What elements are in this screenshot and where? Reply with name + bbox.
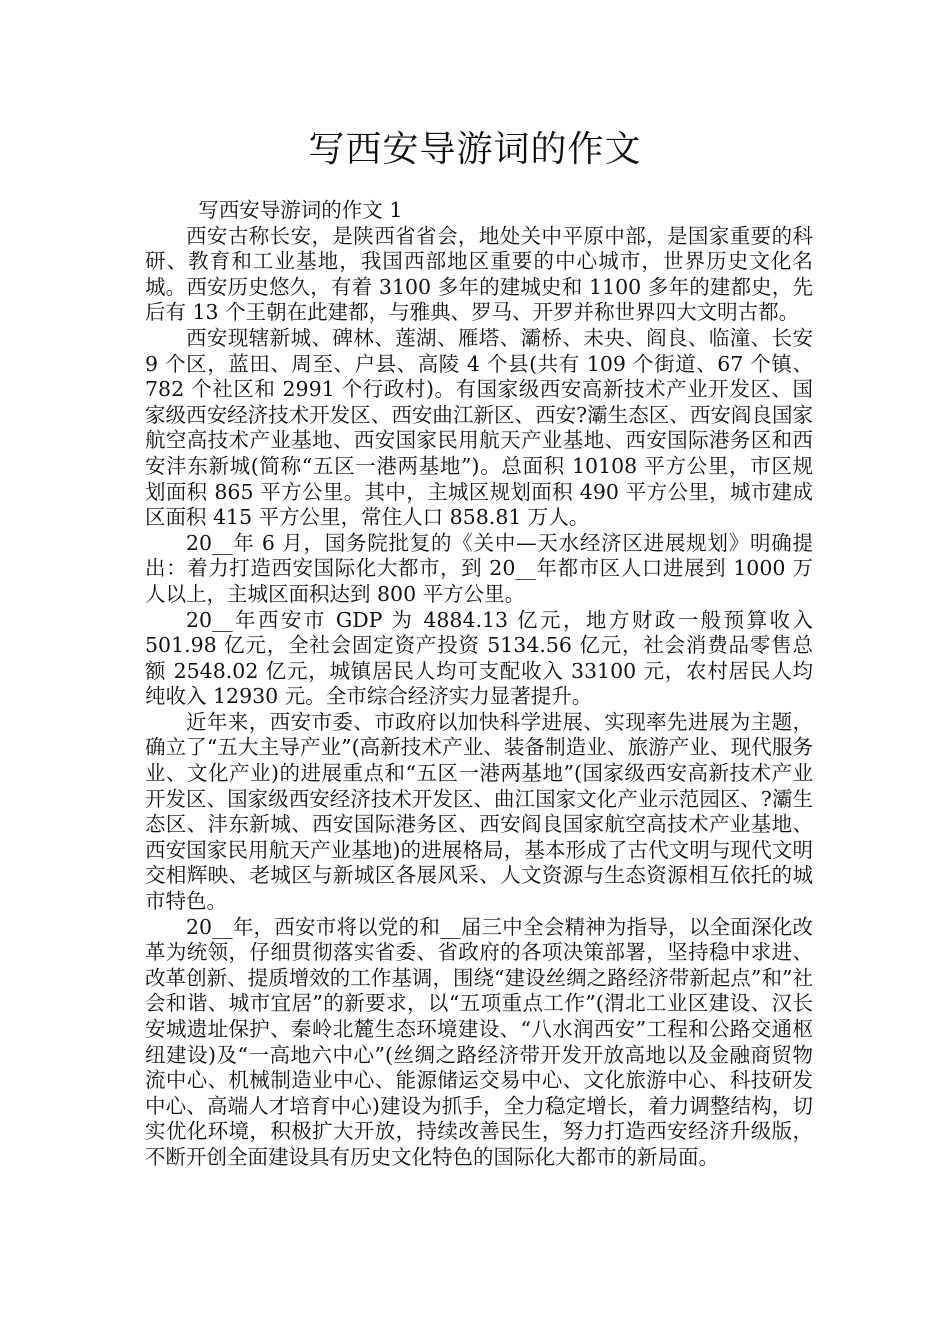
paragraph-planning: 20__年 6 月，国务院批复的《关中—天水经济区进展规划》明确提出：着力打造西安国际化大都市，到 20__年都市区人口进展到 1000 万人以上，主城区面积达到 800 平方公里。 bbox=[145, 530, 813, 606]
paragraph-goals: 20__年，西安市将以党的和__届三中全会精神为指导，以全面深化改革为统领，仔细贯彻落实省委、省政府的各项决策部署，坚持稳中求进、改革创新、提质增效的工作基调，围绕“建设丝绸之路经济带新起点”和”社会和谐、城市宜居”的新要求，以“五项重点工作”(渭北工业区建设、汉长安城遗址保护、秦岭北麓生态环境建设、“八水润西安”工程和公路交通枢纽建设)及“一高地六中心”(丝绸之路经济带开发开放高地以及金融商贸物流中心、机械制造业中心、能源储运交易中心、文化旅游中心、科技研发中心、高端人才培育中心)建设为抓手，全力稳定增长，着力调整结构，切实优化环境，积极扩大开放，持续改善民生，努力打造西安经济升级版，不断开创全面建设具有历史文化特色的国际化大都市的新局面。 bbox=[145, 914, 813, 1169]
article-subheading: 写西安导游词的作文 1 bbox=[198, 198, 403, 222]
page-title: 写西安导游词的作文 bbox=[308, 129, 642, 170]
article-body bbox=[145, 198, 813, 1171]
paragraph-development: 近年来，西安市委、市政府以加快科学进展、实现率先进展为主题，确立了“五大主导产业”(高新技术产业、装备制造业、旅游产业、现代服务业、文化产业)的进展重点和“五区一港两基地”(国家级西安高新技术产业开发区、国家级西安经济技术开发区、曲江国家文化产业示范园区、?灞生态区、沣东新城、西安国际港务区、西安阎良国家航空高技术产业基地、西安国家民用航天产业基地)的进展格局，基本形成了古代文明与现代文明交相辉映、老城区与新城区各展风采、人文资源与生态资源相互依托的城市特色。 bbox=[145, 709, 813, 914]
paragraph-intro: 西安古称长安，是陕西省省会，地处关中平原中部，是国家重要的科研、教育和工业基地，我国西部地区重要的中心城市，世界历史文化名城。西安历史悠久，有着 3100 多年的建城史和 1100 多年的建都史，先后有 13 个王朝在此建都，与雅典、罗马、开罗并称世界四大文明古都。 bbox=[145, 223, 813, 325]
paragraph-economy: 20__年西安市 GDP 为 4884.13 亿元，地方财政一般预算收入 501.98 亿元，全社会固定资产投资 5134.56 亿元，社会消费品零售总额 2548.02 亿元，城镇居民人均可支配收入 33100 元，农村居民人均纯收入 12930 元。全市综合经济实力显著提升。 bbox=[145, 607, 813, 709]
paragraph-districts: 西安现辖新城、碑林、莲湖、雁塔、灞桥、未央、阎良、临潼、长安 9 个区，蓝田、周至、户县、高陵 4 个县(共有 109 个街道、67 个镇、782 个社区和 2991 个行政村)。有国家级西安高新技术产业开发区、国家级西安经济技术开发区、西安曲江新区、西安?灞生态区、西安阎良国家航空高技术产业基地、西安国家民用航天产业基地、西安国际港务区和西安沣东新城(简称“五区一港两基地”)。总面积 10108 平方公里，市区规划面积 865 平方公里。其中，主城区规划面积 490 平方公里，城市建成区面积 415 平方公里，常住人口 858.81 万人。 bbox=[145, 325, 813, 530]
